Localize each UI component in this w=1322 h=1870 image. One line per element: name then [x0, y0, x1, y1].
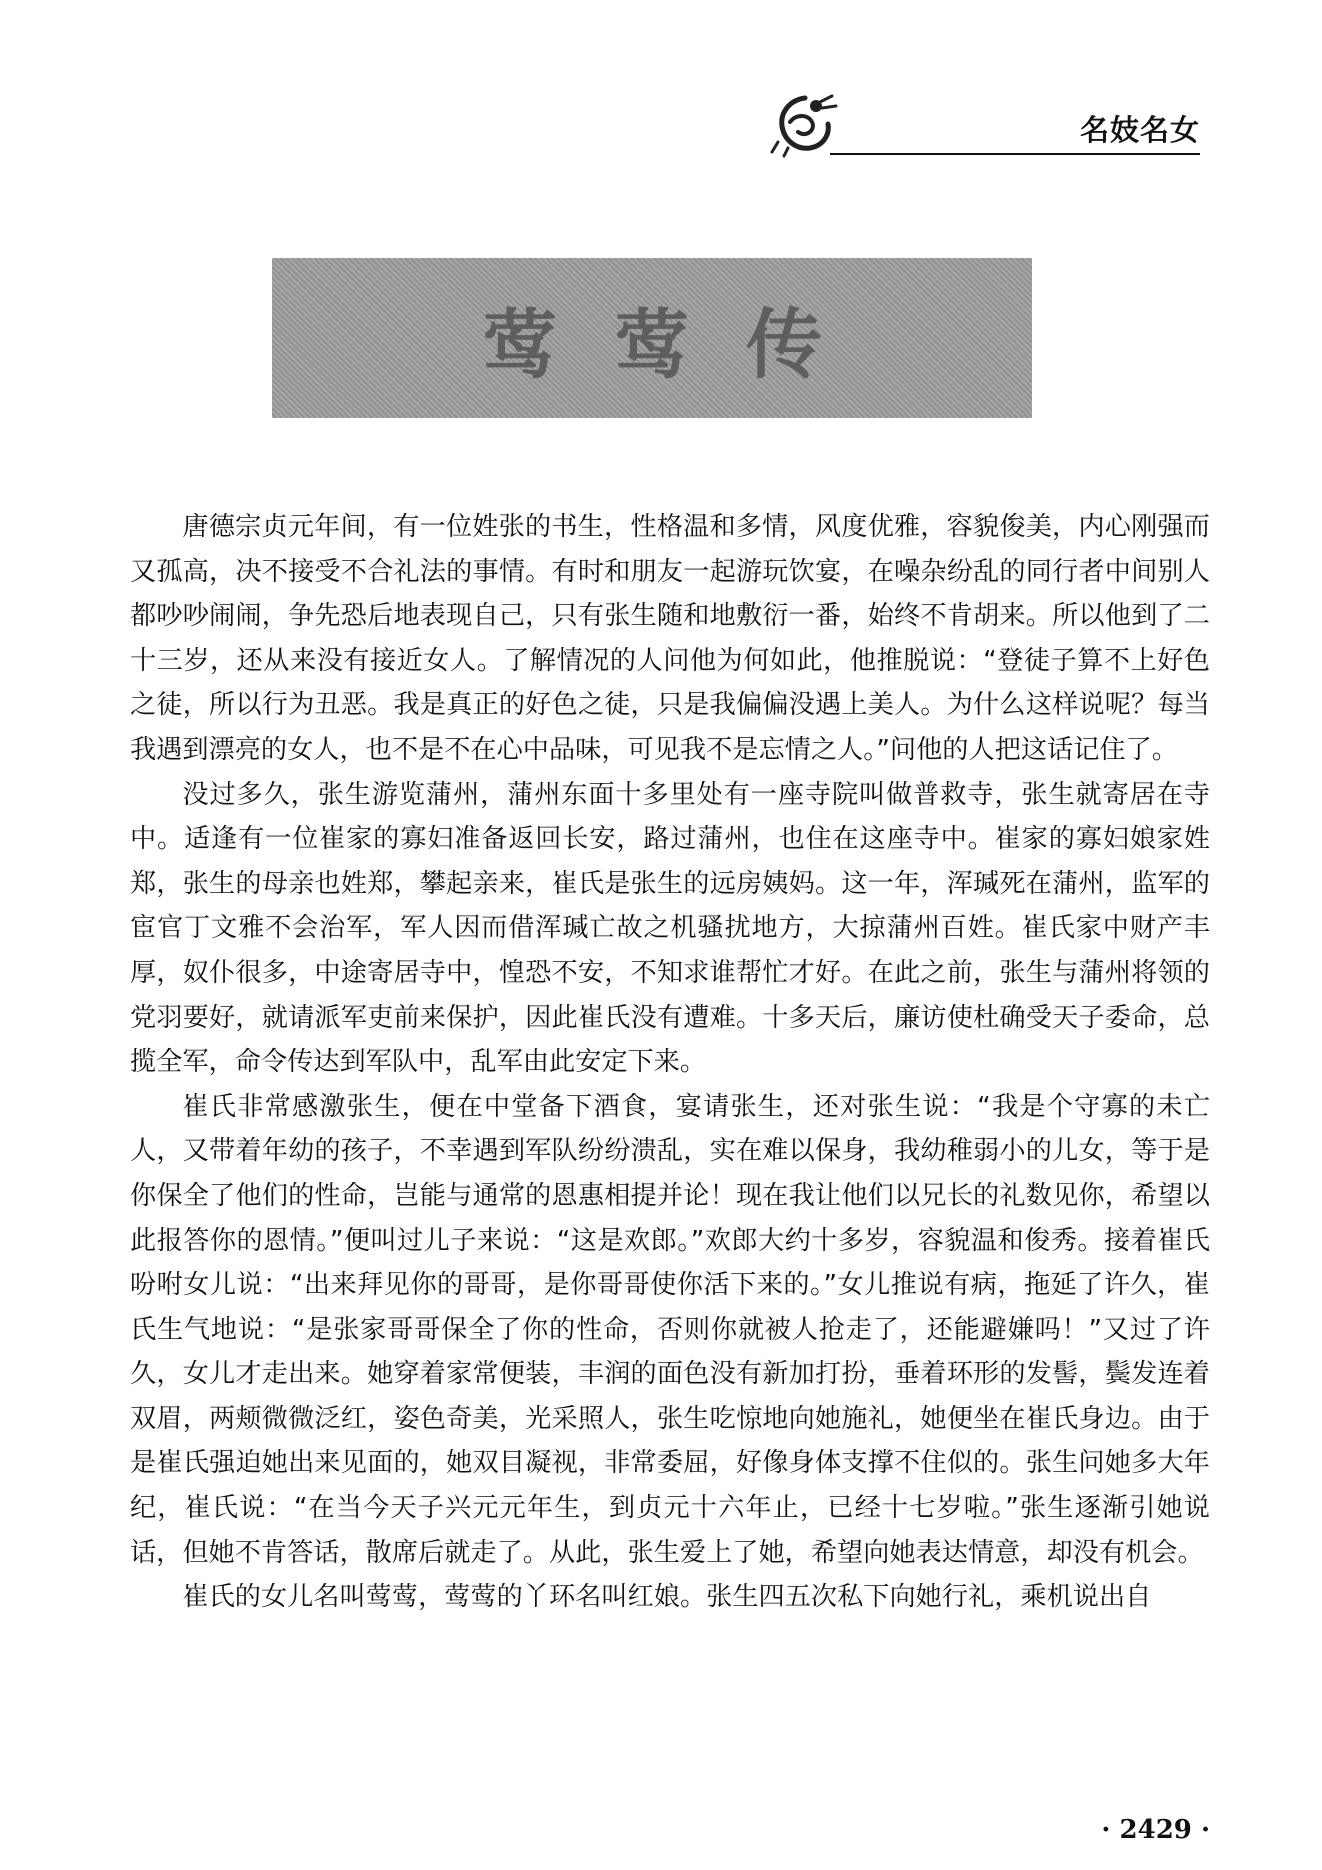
paragraph: 崔氏非常感激张生，便在中堂备下酒食，宴请张生，还对张生说：“我是个守寡的未亡人，又带着年幼的孩子，不幸遇到军队纷纷溃乱，实在难以保身，我幼稚弱小的儿女，等于是你保全了他们的性命，岂能与通常的恩惠相提并论！现在我让他们以兄长的礼数见你，希望以此报答你的恩情。”便叫过儿子来说：“这是欢郎。”欢郎大约十多岁，容貌温和俊秀。接着崔氏吩咐女儿说：“出来拜见你的哥哥，是你哥哥使你活下来的。”女儿推说有病，拖延了许久，崔氏生气地说：“是张家哥哥保全了你的性命，否则你就被人抢走了，还能避嫌吗！”又过了许久，女儿才走出来。她穿着家常便装，丰润的面色没有新加打扮，垂着环形的发髻，鬓发连着双眉，两颊微微泛红，姿色奇美，光采照人，张生吃惊地向她施礼，她便坐在崔氏身边。由于是崔氏强迫她出来见面的，她双目凝视，非常委屈，好像身体支撑不住似的。张生问她多大年纪，崔氏说：“在当今天子兴元元年生，到贞元十六年止，已经十七岁啦。”张生逐渐引她说话，但她不肯答话，散席后就走了。从此，张生爱上了她，希望向她表达情意，却没有机会。 [130, 1091, 1210, 1568]
article-title: 莺莺传 [482, 299, 878, 389]
paragraph: 崔氏的女儿名叫莺莺，莺莺的丫环名叫红娘。张生四五次私下向她行礼，乘机说出自 [182, 1582, 1152, 1613]
title-banner [272, 258, 1032, 418]
paragraph: 唐德宗贞元年间，有一位姓张的书生，性格温和多情，风度优雅，容貌俊美，内心刚强而又孤高，决不接受不合礼法的事情。有时和朋友一起游玩饮宴，在噪杂纷乱的同行者中间别人都吵吵闹闹，争先恐后地表现自己，只有张生随和地敷衍一番，始终不肯胡来。所以他到了二十三岁，还从来没有接近女人。了解情况的人问他为何如此，他推脱说：“登徒子算不上好色之徒，所以行为丑恶。我是真正的好色之徒，只是我偏偏没遇上美人。为什么这样说呢？每当我遇到漂亮的女人，也不是不在心中品味，可见我不是忘情之人。”问他的人把这话记住了。 [130, 512, 1210, 765]
article-body [130, 505, 1210, 1620]
section-title: 名妓名女 [1080, 113, 1201, 147]
header-rule [830, 153, 1200, 155]
paragraph: 没过多久，张生游览蒲州，蒲州东面十多里处有一座寺院叫做普救寺，张生就寄居在寺中。适逢有一位崔家的寡妇准备返回长安，路过蒲州，也住在这座寺中。崔家的寡妇娘家姓郑，张生的母亲也姓郑，攀起亲来，崔氏是张生的远房姨妈。这一年，浑瑊死在蒲州，监军的宦官丁文雅不会治军，军人因而借浑瑊亡故之机骚扰地方，大掠蒲州百姓。崔氏家中财产丰厚，奴仆很多，中途寄居寺中，惶恐不安，不知求谁帮忙才好。在此之前，张生与蒲州将领的党羽要好，就请派军吏前来保护，因此崔氏没有遭难。十多天后，廉访使杜确受天子委命，总揽全军，命令传达到军队中，乱军由此安定下来。 [130, 779, 1210, 1078]
page-number: · 2429 · [1101, 1815, 1210, 1845]
dragon-emblem-icon [770, 92, 840, 158]
